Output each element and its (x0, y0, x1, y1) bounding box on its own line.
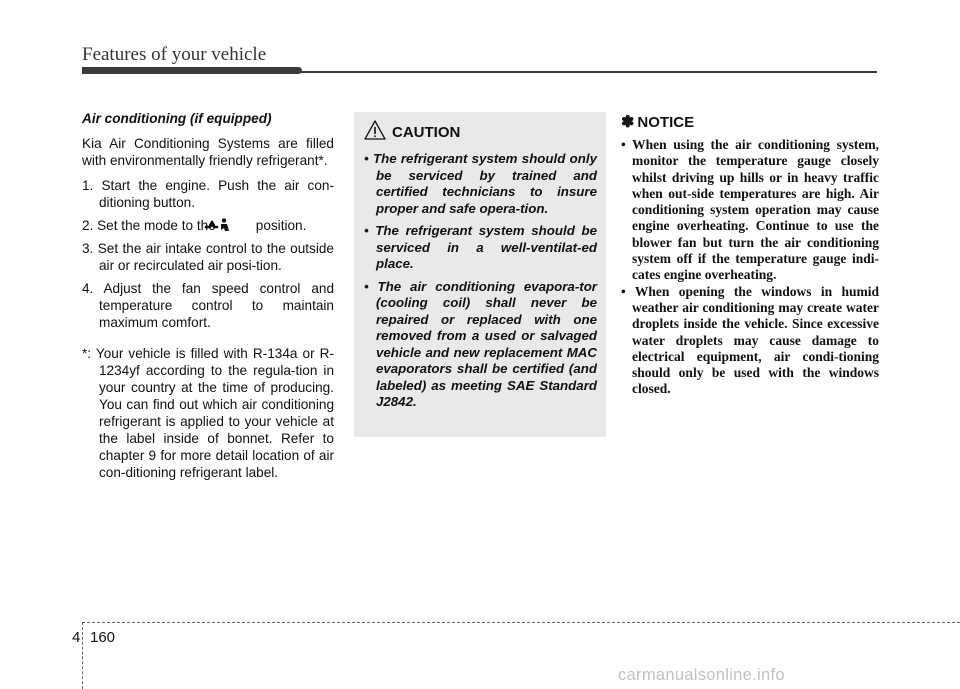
caution-item: • The air conditioning evapora-tor (cooling coil) shall never be repaired or replaced with one removed from a used or salvaged vehicle and new replacement MAC evaporators shall be certified (and labeled) as meeting SAE Standard J2842. (364, 278, 597, 409)
asterisk-icon: ✽ (621, 114, 635, 131)
step-2-suffix: position. (255, 218, 307, 233)
header-rule (300, 71, 877, 73)
vent-face-mode-icon (220, 218, 252, 232)
left-column (82, 110, 334, 481)
caution-item: • The refrigerant system should be serviced in a well-ventilat-ed place. (364, 223, 597, 271)
steps-list (82, 177, 334, 331)
notice-item: • When opening the windows in humid weather air conditioning may create water droplets inside the vehicle. Since excessive water droplets may cause damage to electrical equipment, air condi-tioning should only be used with the windows closed. (621, 283, 879, 397)
step-4: 4. Adjust the fan speed control and temperature control to maintain maximum comfort. (82, 281, 334, 330)
caution-list (364, 151, 597, 411)
page-number: 160 (90, 629, 116, 646)
footer-horizontal-rule (82, 622, 960, 623)
footnote: *: Your vehicle is filled with R-134a or R-1234yf according to the regula-tion in your country at the time of producing. You can find out which air conditioning refrigerant is applied to your vehicle at the label inside of bonnet. Refer to chapter 9 for more detail location of air con-ditioning refrigerant label. (82, 346, 334, 480)
warning-triangle-icon (364, 120, 386, 145)
step-2-text: 2. Set the mode to the (82, 218, 216, 233)
chapter-number: 4 (72, 629, 81, 646)
step-2 (82, 217, 334, 234)
notice-column (621, 112, 879, 398)
intro-paragraph: Kia Air Conditioning Systems are filled with environmentally friendly refrigerant*. (82, 136, 334, 168)
step-3: 3. Set the air intake control to the outside air or recirculated air posi-tion. (82, 241, 334, 273)
caution-title: CAUTION (392, 124, 461, 141)
watermark: carmanualsonline.info (618, 666, 785, 684)
section-title: Air conditioning (if equipped) (82, 111, 272, 126)
caution-item: • The refrigerant system should only be serviced by trained and certified technicians to insure proper and safe opera-tion. (364, 151, 597, 216)
footer-vertical-rule (82, 622, 83, 689)
header-title: Features of your vehicle (82, 44, 267, 65)
caution-header (364, 120, 597, 145)
caution-box (354, 112, 606, 437)
header-bar (82, 67, 302, 74)
notice-item: • When using the air conditioning system, monitor the temperature gauge closely whilst driving up hills or in heavy traffic when out-side temperatures are high. Air conditioning system operation may cause engine overheating. Continue to use the blower fan but turn the air conditioning system off if the temperature gauge indi-cates engine overheating. (621, 137, 879, 283)
notice-list (621, 137, 879, 398)
notice-header (621, 112, 879, 132)
step-1: 1. Start the engine. Push the air con-ditioning button. (82, 178, 334, 210)
notice-title: NOTICE (637, 113, 695, 131)
